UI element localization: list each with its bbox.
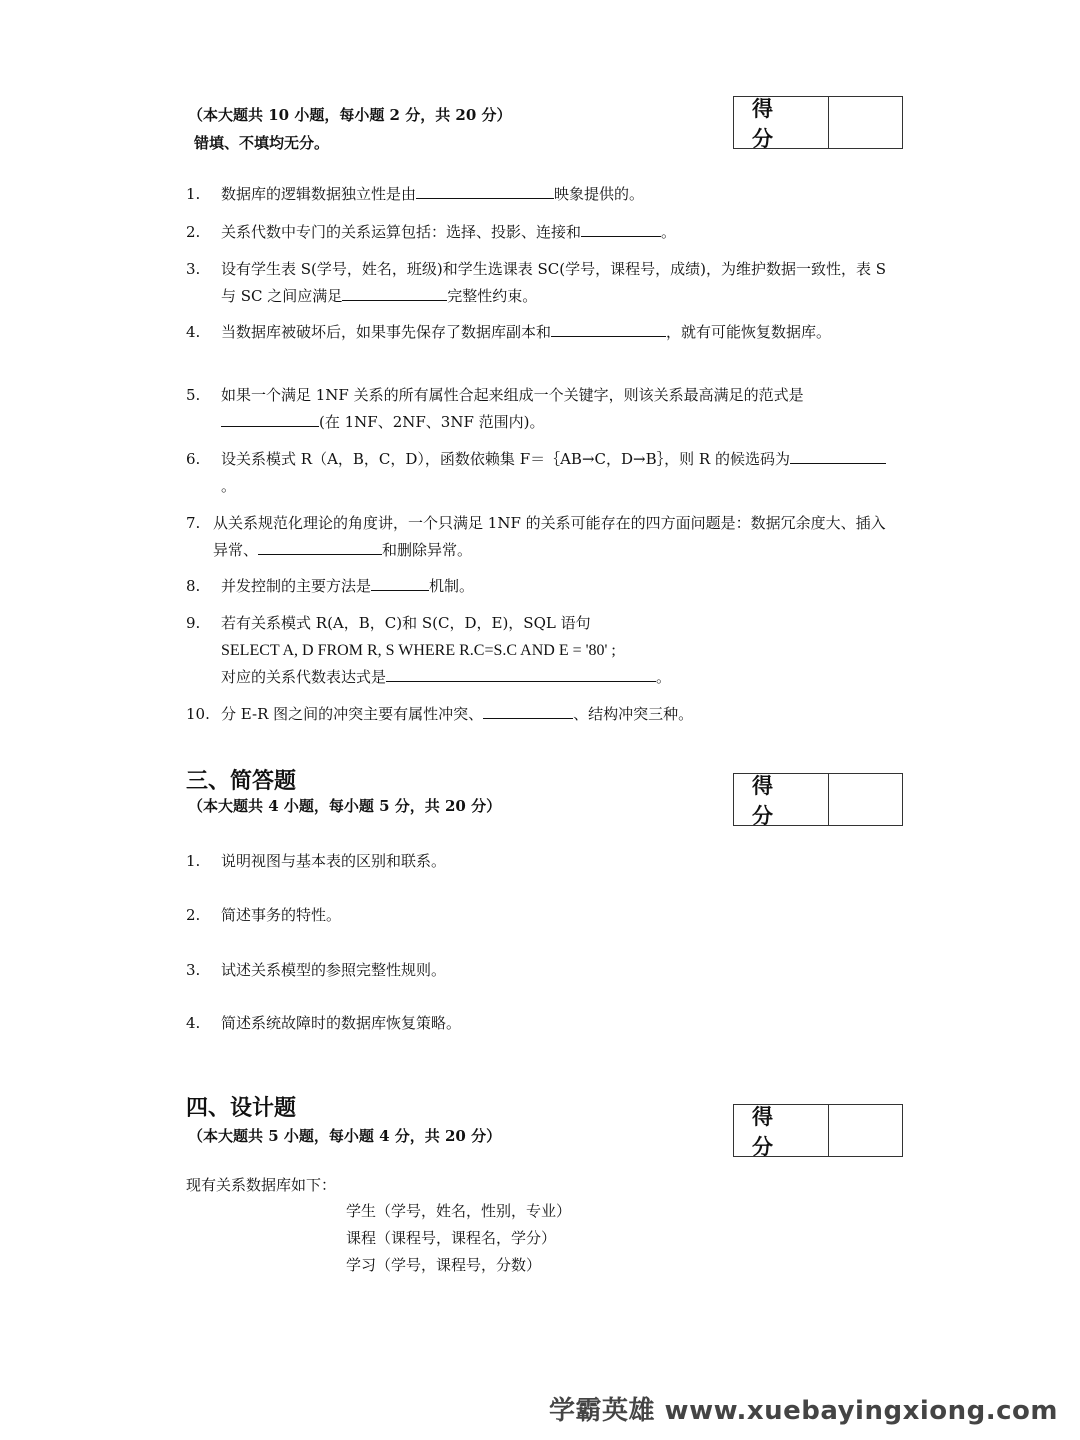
sql-statement: SELECT A, D FROM R, S WHERE R.C=S.C AND E = '80' ; [221,642,616,659]
section4-note: （本大题共 5 小题，每小题 4 分，共 20 分） [188,1127,502,1145]
score-value-cell [829,1105,902,1156]
question-text: 若有关系模式 R(A，B，C)和 S(C，D，E)，SQL 语句 [221,614,591,632]
short-question-4 [186,1010,898,1037]
question-number: 2. [186,223,201,241]
fill-question-8 [186,573,898,600]
section3-score-box [733,773,903,826]
question-text-end: 和删除异常。 [382,541,473,559]
short-question-1 [186,848,898,875]
answer-blank [790,449,886,464]
question-text-end: 映象提供的。 [554,185,645,203]
answer-blank [258,540,382,555]
question-text-end: 机制。 [429,577,475,595]
question-number: 2. [186,906,201,924]
question-number: 9. [186,614,201,632]
score-label: 得分 [734,774,829,825]
fill-question-10 [186,701,898,728]
question-text: 关系代数中专门的关系运算包括：选择、投影、连接和 [221,223,582,241]
question-text-end: 。 [661,223,677,241]
answer-blank [416,184,554,199]
question-number: 8. [186,577,201,595]
fill-question-3 [186,256,898,310]
question-text-end: 、结构冲突三种。 [573,705,694,723]
question-text: 数据库的逻辑数据独立性是由 [221,185,417,203]
question-text: 分 E-R 图之间的冲突主要有属性冲突、 [221,705,484,723]
section2-score-box [733,96,903,149]
question-text: 设有学生表 S(学号，姓名，班级)和学生选课表 SC(学号，课程号，成绩)，为维护数据一致性，表 S 与 SC 之间应满足 [221,260,887,305]
answer-blank [371,576,429,591]
score-value-cell [829,97,902,148]
fill-question-4 [186,319,898,346]
question-text: 说明视图与基本表的区别和联系。 [221,852,447,870]
relation-student: 学生（学号，姓名，性别，专业） [346,1202,572,1220]
question-text-end: 。 [656,668,672,686]
question-text: 设关系模式 R（A，B，C，D），函数依赖集 F＝｛AB→C，D→B｝，则 R 的候选码为 [221,450,790,468]
short-question-2 [186,902,898,929]
short-question-3 [186,957,898,984]
section3-title: 三、简答题 [186,768,297,794]
fill-question-7 [186,510,898,564]
question-text-end: 完整性约束。 [447,287,538,305]
answer-blank [221,412,319,427]
question-number: 6. [186,450,201,468]
fill-question-2 [186,219,898,246]
fill-question-5 [186,382,898,436]
question-text-end: 。 [221,477,237,495]
section3-note: （本大题共 4 小题，每小题 5 分，共 20 分） [188,797,502,815]
question-number: 1. [186,185,201,203]
question-number: 10. [186,705,210,723]
question-text: 简述事务的特性。 [221,906,342,924]
score-value-cell [829,774,902,825]
relation-study: 学习（学号，课程号，分数） [346,1256,542,1274]
fill-question-9 [186,610,898,691]
question-number: 1. [186,852,201,870]
question-text: 简述系统故障时的数据库恢复策略。 [221,1014,462,1032]
section4-title: 四、设计题 [186,1095,297,1121]
section4-score-box [733,1104,903,1157]
question-text-end: (在 1NF、2NF、3NF 范围内)。 [319,413,545,431]
question-number: 4. [186,323,201,341]
answer-blank [386,667,656,682]
fill-question-1 [186,181,898,208]
fill-question-6 [186,446,898,500]
answer-blank [342,286,447,301]
question-number: 5. [186,386,201,404]
section2-note: （本大题共 10 小题，每小题 2 分，共 20 分） [188,106,512,124]
answer-blank [483,704,573,719]
question-text: 试述关系模型的参照完整性规则。 [221,961,447,979]
question-number: 4. [186,1014,201,1032]
score-label: 得分 [734,1105,829,1156]
question-text: 并发控制的主要方法是 [221,577,372,595]
question-text: 如果一个满足 1NF 关系的所有属性合起来组成一个关键字，则该关系最高满足的范式是 [221,386,804,404]
design-intro: 现有关系数据库如下： [186,1176,337,1194]
question-number: 3. [186,961,201,979]
question-text: 从关系规范化理论的角度讲，一个只满足 1NF 的关系可能存在的四方面问题是：数据冗余度大、插入异常、 [213,514,886,559]
question-text: 对应的关系代数表达式是 [221,668,387,686]
section2-note-rule: 错填、不填均无分。 [194,134,330,152]
question-number: 3. [186,260,201,278]
site-watermark: 学霸英雄 www.xuebayingxiong.com [549,1396,1058,1426]
question-number: 7. [186,514,201,532]
relation-course: 课程（课程号，课程名，学分） [346,1229,557,1247]
question-text-end: ，就有可能恢复数据库。 [666,323,832,341]
answer-blank [581,222,661,237]
score-label: 得分 [734,97,829,148]
question-text: 当数据库被破坏后，如果事先保存了数据库副本和 [221,323,552,341]
answer-blank [551,322,666,337]
